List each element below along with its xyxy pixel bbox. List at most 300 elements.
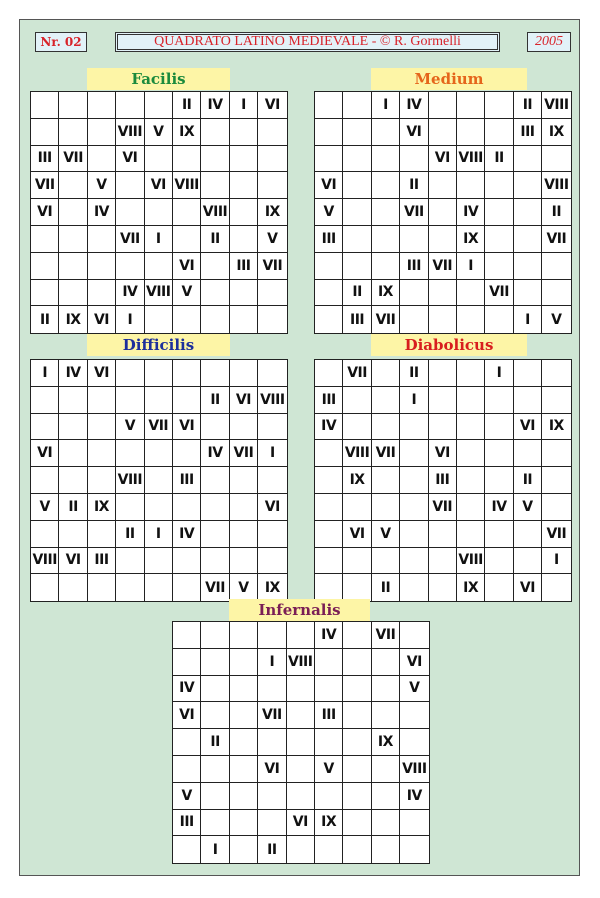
grid-cell: III xyxy=(343,306,371,333)
grid-cell: V xyxy=(372,521,400,548)
grid-cell: IX xyxy=(343,467,371,494)
grid-cell xyxy=(258,548,286,575)
grid-cell: VII xyxy=(429,253,457,280)
grid-cell xyxy=(457,360,485,387)
grid-cell xyxy=(457,172,485,199)
grid-cell xyxy=(514,146,542,173)
grid-cell xyxy=(485,387,513,414)
grid-cell xyxy=(514,172,542,199)
grid-cell xyxy=(514,360,542,387)
grid-cell xyxy=(343,810,371,837)
grid-cell: V xyxy=(315,199,343,226)
grid-cell: II xyxy=(400,360,428,387)
grid-cell xyxy=(145,574,173,601)
grid-cell: VIII xyxy=(116,467,144,494)
grid-cell: IV xyxy=(315,622,343,649)
grid-cell: I xyxy=(31,360,59,387)
grid-cell xyxy=(145,387,173,414)
grid-cell xyxy=(372,702,400,729)
grid-cell: V xyxy=(173,783,201,810)
grid-cell xyxy=(457,440,485,467)
grid-cell xyxy=(343,172,371,199)
grid-cell: II xyxy=(343,280,371,307)
grid-cell: IX xyxy=(173,119,201,146)
grid-cell xyxy=(258,810,286,837)
year-badge: 2005 xyxy=(527,32,571,52)
grid-cell xyxy=(429,414,457,441)
grid-cell: I xyxy=(457,253,485,280)
grid-cell: VI xyxy=(258,92,286,119)
grid-cell: III xyxy=(315,387,343,414)
grid-cell xyxy=(145,548,173,575)
grid-cell xyxy=(145,494,173,521)
grid-cell: III xyxy=(31,146,59,173)
grid-cell xyxy=(485,414,513,441)
grid-cell xyxy=(343,414,371,441)
grid-cell xyxy=(400,548,428,575)
grid-cell xyxy=(59,467,87,494)
grid-cell: VI xyxy=(514,574,542,601)
grid-cell xyxy=(429,387,457,414)
grid-cell xyxy=(372,146,400,173)
label-facilis: Facilis xyxy=(87,68,230,90)
grid-cell: III xyxy=(173,467,201,494)
grid-cell: I xyxy=(145,226,173,253)
grid-cell xyxy=(372,119,400,146)
grid-cell: III xyxy=(400,253,428,280)
grid-cell: VI xyxy=(116,146,144,173)
grid-cell xyxy=(230,172,258,199)
grid-cell xyxy=(429,521,457,548)
grid-cell xyxy=(343,253,371,280)
grid-cell: V xyxy=(88,172,116,199)
grid-cell xyxy=(88,280,116,307)
grid-cell: II xyxy=(173,92,201,119)
grid-cell: VI xyxy=(514,414,542,441)
grid-cell xyxy=(201,676,229,703)
grid-cell: IV xyxy=(173,521,201,548)
grid-cell: II xyxy=(59,494,87,521)
grid-cell xyxy=(258,676,286,703)
grid-cell: II xyxy=(514,467,542,494)
grid-cell xyxy=(343,836,371,863)
grid-cell xyxy=(230,360,258,387)
grid-cell xyxy=(457,414,485,441)
grid-cell: II xyxy=(116,521,144,548)
grid-cell xyxy=(372,676,400,703)
grid-cell xyxy=(343,702,371,729)
grid-cell xyxy=(542,280,570,307)
grid-cell: VII xyxy=(31,172,59,199)
grid-cell xyxy=(59,172,87,199)
grid-cell xyxy=(59,199,87,226)
grid-cell: IV xyxy=(59,360,87,387)
grid-cell xyxy=(343,494,371,521)
grid-cell xyxy=(31,521,59,548)
grid-cell xyxy=(287,622,315,649)
grid-cell xyxy=(230,146,258,173)
grid-cell xyxy=(258,521,286,548)
grid-cell xyxy=(485,253,513,280)
grid-cell: IX xyxy=(88,494,116,521)
grid-cell: VI xyxy=(31,199,59,226)
grid-cell xyxy=(485,574,513,601)
grid-cell: IV xyxy=(201,440,229,467)
grid-cell xyxy=(400,440,428,467)
grid-cell xyxy=(59,521,87,548)
grid-cell: V xyxy=(400,676,428,703)
grid-cell xyxy=(88,440,116,467)
grid-cell: VI xyxy=(59,548,87,575)
grid-cell xyxy=(88,92,116,119)
grid-cell: IX xyxy=(372,280,400,307)
grid-cell: VII xyxy=(258,702,286,729)
grid-cell: IX xyxy=(258,199,286,226)
grid-cell xyxy=(372,414,400,441)
grid-cell xyxy=(315,494,343,521)
grid-cell: VIII xyxy=(116,119,144,146)
grid-cell: II xyxy=(400,172,428,199)
grid-cell xyxy=(31,253,59,280)
grid-cell xyxy=(457,119,485,146)
grid-cell xyxy=(88,574,116,601)
grid-cell: I xyxy=(542,548,570,575)
grid-cell xyxy=(315,440,343,467)
grid-cell: VII xyxy=(485,280,513,307)
grid-cell xyxy=(542,494,570,521)
grid-cell: VI xyxy=(400,119,428,146)
grid-cell: II xyxy=(31,306,59,333)
grid-cell xyxy=(343,387,371,414)
grid-cell xyxy=(88,226,116,253)
label-infernalis: Infernalis xyxy=(229,599,370,621)
grid-cell: V xyxy=(315,756,343,783)
grid-cell: VII xyxy=(429,494,457,521)
grid-cell xyxy=(116,253,144,280)
grid-cell: VI xyxy=(429,146,457,173)
grid-cell xyxy=(542,440,570,467)
grid-cell xyxy=(201,810,229,837)
grid-cell xyxy=(485,226,513,253)
grid-cell xyxy=(31,226,59,253)
grid-cell xyxy=(514,440,542,467)
grid-cell xyxy=(542,574,570,601)
grid-cell xyxy=(258,622,286,649)
grid-cell xyxy=(372,836,400,863)
grid-cell: VI xyxy=(258,494,286,521)
grid-cell xyxy=(116,574,144,601)
grid-cell xyxy=(31,387,59,414)
grid-cell xyxy=(230,810,258,837)
grid-cell: III xyxy=(230,253,258,280)
grid-cell: VII xyxy=(400,199,428,226)
grid-cell: V xyxy=(551,311,562,328)
grid-cell: VII xyxy=(372,440,400,467)
grid-cell xyxy=(315,574,343,601)
grid-cell xyxy=(343,622,371,649)
grid-cell: VII xyxy=(59,146,87,173)
grid-cell: II xyxy=(258,836,286,863)
grid-cell xyxy=(201,622,229,649)
page-title: QUADRATO LATINO MEDIEVALE - © R. Gormelli xyxy=(115,32,500,52)
grid-cell xyxy=(429,172,457,199)
grid-cell: V xyxy=(258,226,286,253)
grid-cell xyxy=(230,649,258,676)
grid-cell xyxy=(116,548,144,575)
grid-cell: VI xyxy=(287,810,315,837)
grid-cell xyxy=(116,387,144,414)
grid-cell xyxy=(31,280,59,307)
grid-cell xyxy=(457,494,485,521)
grid-cell xyxy=(145,360,173,387)
grid-cell: IV xyxy=(400,783,428,810)
grid-cell xyxy=(514,521,542,548)
grid-cell xyxy=(343,199,371,226)
grid-cell: VIII xyxy=(400,756,428,783)
grid-cell xyxy=(457,280,485,307)
grid-cell xyxy=(372,756,400,783)
grid-cell: I xyxy=(485,360,513,387)
grid-cell xyxy=(315,467,343,494)
grid-cell: IV xyxy=(88,199,116,226)
grid-cell xyxy=(372,494,400,521)
grid-cell xyxy=(400,306,428,333)
grid-cell xyxy=(258,783,286,810)
grid-cell: IV xyxy=(315,414,343,441)
grid-cell xyxy=(145,92,173,119)
grid-cell xyxy=(400,702,428,729)
grid-cell: VIII xyxy=(457,548,485,575)
grid-cell xyxy=(429,306,457,333)
grid-cell: I xyxy=(372,92,400,119)
grid-cell xyxy=(31,574,59,601)
grid-cell xyxy=(145,467,173,494)
grid-cell xyxy=(59,253,87,280)
grid-cell xyxy=(457,467,485,494)
grid-cell: I xyxy=(145,521,173,548)
grid-cell xyxy=(173,199,201,226)
grid-cell: VII xyxy=(258,253,286,280)
grid-cell xyxy=(201,253,229,280)
grid-cell xyxy=(457,92,485,119)
grid-cell xyxy=(173,387,201,414)
grid-cell xyxy=(429,226,457,253)
grid-cell: VIII xyxy=(258,387,286,414)
grid-cell: VI xyxy=(315,172,343,199)
grid-cell xyxy=(485,172,513,199)
grid-cell xyxy=(173,836,201,863)
grid-cell: III xyxy=(88,548,116,575)
grid-cell: I xyxy=(230,92,258,119)
grid-cell: I xyxy=(116,306,144,333)
grid-cell xyxy=(514,199,542,226)
grid-cell xyxy=(343,119,371,146)
grid-cell: VIII xyxy=(343,440,371,467)
grid-cell xyxy=(400,494,428,521)
grid-cell: II xyxy=(201,387,229,414)
grid-cell xyxy=(343,756,371,783)
grid-cell xyxy=(429,280,457,307)
grid-cell: III xyxy=(429,467,457,494)
grid-cell: V xyxy=(230,574,258,601)
grid-cell xyxy=(400,622,428,649)
grid-cell: III xyxy=(315,702,343,729)
grid-infernalis xyxy=(172,621,430,864)
grid-cell xyxy=(88,521,116,548)
grid-cell xyxy=(287,729,315,756)
grid-cell xyxy=(59,92,87,119)
grid-cell: II xyxy=(201,729,229,756)
grid-cell xyxy=(88,387,116,414)
grid-difficilis xyxy=(30,359,288,602)
grid-cell xyxy=(315,360,343,387)
grid-medium xyxy=(314,91,572,334)
grid-cell: VI xyxy=(145,172,173,199)
label-difficilis: Difficilis xyxy=(87,334,230,356)
grid-cell xyxy=(372,360,400,387)
grid-cell xyxy=(287,836,315,863)
grid-cell xyxy=(258,467,286,494)
grid-cell xyxy=(429,199,457,226)
grid-cell xyxy=(230,467,258,494)
grid-cell xyxy=(230,521,258,548)
grid-cell xyxy=(315,253,343,280)
grid-cell xyxy=(173,574,201,601)
grid-cell: VI xyxy=(173,414,201,441)
grid-cell: VII xyxy=(542,521,570,548)
grid-cell xyxy=(230,494,258,521)
grid-cell xyxy=(201,494,229,521)
grid-cell: I xyxy=(201,836,229,863)
grid-cell: VII xyxy=(343,360,371,387)
grid-cell xyxy=(173,306,201,333)
grid-cell: VII xyxy=(201,574,229,601)
grid-cell: IV xyxy=(201,92,229,119)
grid-cell xyxy=(514,253,542,280)
grid-cell xyxy=(315,836,343,863)
grid-cell: V xyxy=(31,494,59,521)
grid-cell xyxy=(173,622,201,649)
grid-cell xyxy=(145,253,173,280)
grid-cell xyxy=(173,494,201,521)
grid-cell: II xyxy=(485,146,513,173)
grid-cell xyxy=(315,729,343,756)
grid-cell xyxy=(457,521,485,548)
grid-cell xyxy=(201,360,229,387)
grid-cell xyxy=(258,280,286,307)
grid-cell: VII xyxy=(230,440,258,467)
grid-cell xyxy=(201,649,229,676)
grid-cell xyxy=(116,360,144,387)
grid-cell xyxy=(116,172,144,199)
grid-cell xyxy=(145,440,173,467)
grid-cell xyxy=(173,360,201,387)
grid-cell xyxy=(201,306,229,333)
grid-cell: VII xyxy=(116,226,144,253)
grid-cell xyxy=(343,676,371,703)
grid-cell: VI xyxy=(31,440,59,467)
grid-cell xyxy=(88,146,116,173)
grid-cell: VIII xyxy=(457,146,485,173)
grid-cell xyxy=(485,467,513,494)
grid-cell xyxy=(230,306,258,333)
grid-cell xyxy=(372,649,400,676)
grid-cell xyxy=(258,360,286,387)
grid-cell xyxy=(230,622,258,649)
grid-cell: V xyxy=(514,494,542,521)
grid-cell xyxy=(343,574,371,601)
grid-cell: I xyxy=(258,440,286,467)
grid-cell xyxy=(230,119,258,146)
grid-diabolicus xyxy=(314,359,572,602)
grid-cell: II xyxy=(514,92,542,119)
grid-cell xyxy=(201,548,229,575)
grid-cell xyxy=(230,548,258,575)
grid-cell xyxy=(173,146,201,173)
grid-cell: VI xyxy=(173,253,201,280)
grid-cell xyxy=(201,119,229,146)
grid-cell xyxy=(485,548,513,575)
grid-cell: IX xyxy=(542,119,570,146)
grid-cell: VI xyxy=(230,387,258,414)
grid-cell xyxy=(173,440,201,467)
grid-cell xyxy=(258,119,286,146)
grid-cell xyxy=(287,756,315,783)
grid-cell xyxy=(343,92,371,119)
grid-cell xyxy=(287,676,315,703)
grid-cell xyxy=(59,119,87,146)
grid-cell xyxy=(485,92,513,119)
grid-cell xyxy=(372,467,400,494)
grid-cell xyxy=(145,146,173,173)
grid-cell: IX xyxy=(372,729,400,756)
grid-cell xyxy=(258,729,286,756)
grid-cell xyxy=(485,306,513,333)
grid-cell xyxy=(372,199,400,226)
grid-cell xyxy=(116,494,144,521)
grid-cell xyxy=(258,172,286,199)
grid-cell xyxy=(59,414,87,441)
grid-cell xyxy=(542,253,570,280)
grid-cell: VII xyxy=(145,414,173,441)
grid-cell xyxy=(343,783,371,810)
grid-cell xyxy=(315,92,343,119)
grid-cell: V xyxy=(173,280,201,307)
grid-cell xyxy=(400,810,428,837)
grid-cell: VIII xyxy=(542,92,570,119)
grid-cell xyxy=(230,199,258,226)
grid-cell xyxy=(258,306,286,333)
grid-cell xyxy=(372,783,400,810)
grid-cell xyxy=(230,226,258,253)
label-diabolicus: Diabolicus xyxy=(371,334,527,356)
grid-cell: IX xyxy=(264,579,280,596)
grid-cell xyxy=(372,226,400,253)
grid-cell: V xyxy=(116,414,144,441)
grid-cell xyxy=(173,649,201,676)
grid-cell xyxy=(201,783,229,810)
grid-cell xyxy=(88,253,116,280)
grid-cell xyxy=(429,548,457,575)
grid-cell xyxy=(31,119,59,146)
grid-cell: IV xyxy=(400,92,428,119)
grid-cell: VI xyxy=(258,756,286,783)
grid-cell xyxy=(315,119,343,146)
grid-cell xyxy=(230,702,258,729)
grid-cell xyxy=(315,521,343,548)
grid-cell: VIII xyxy=(31,548,59,575)
grid-cell: I xyxy=(514,306,542,333)
